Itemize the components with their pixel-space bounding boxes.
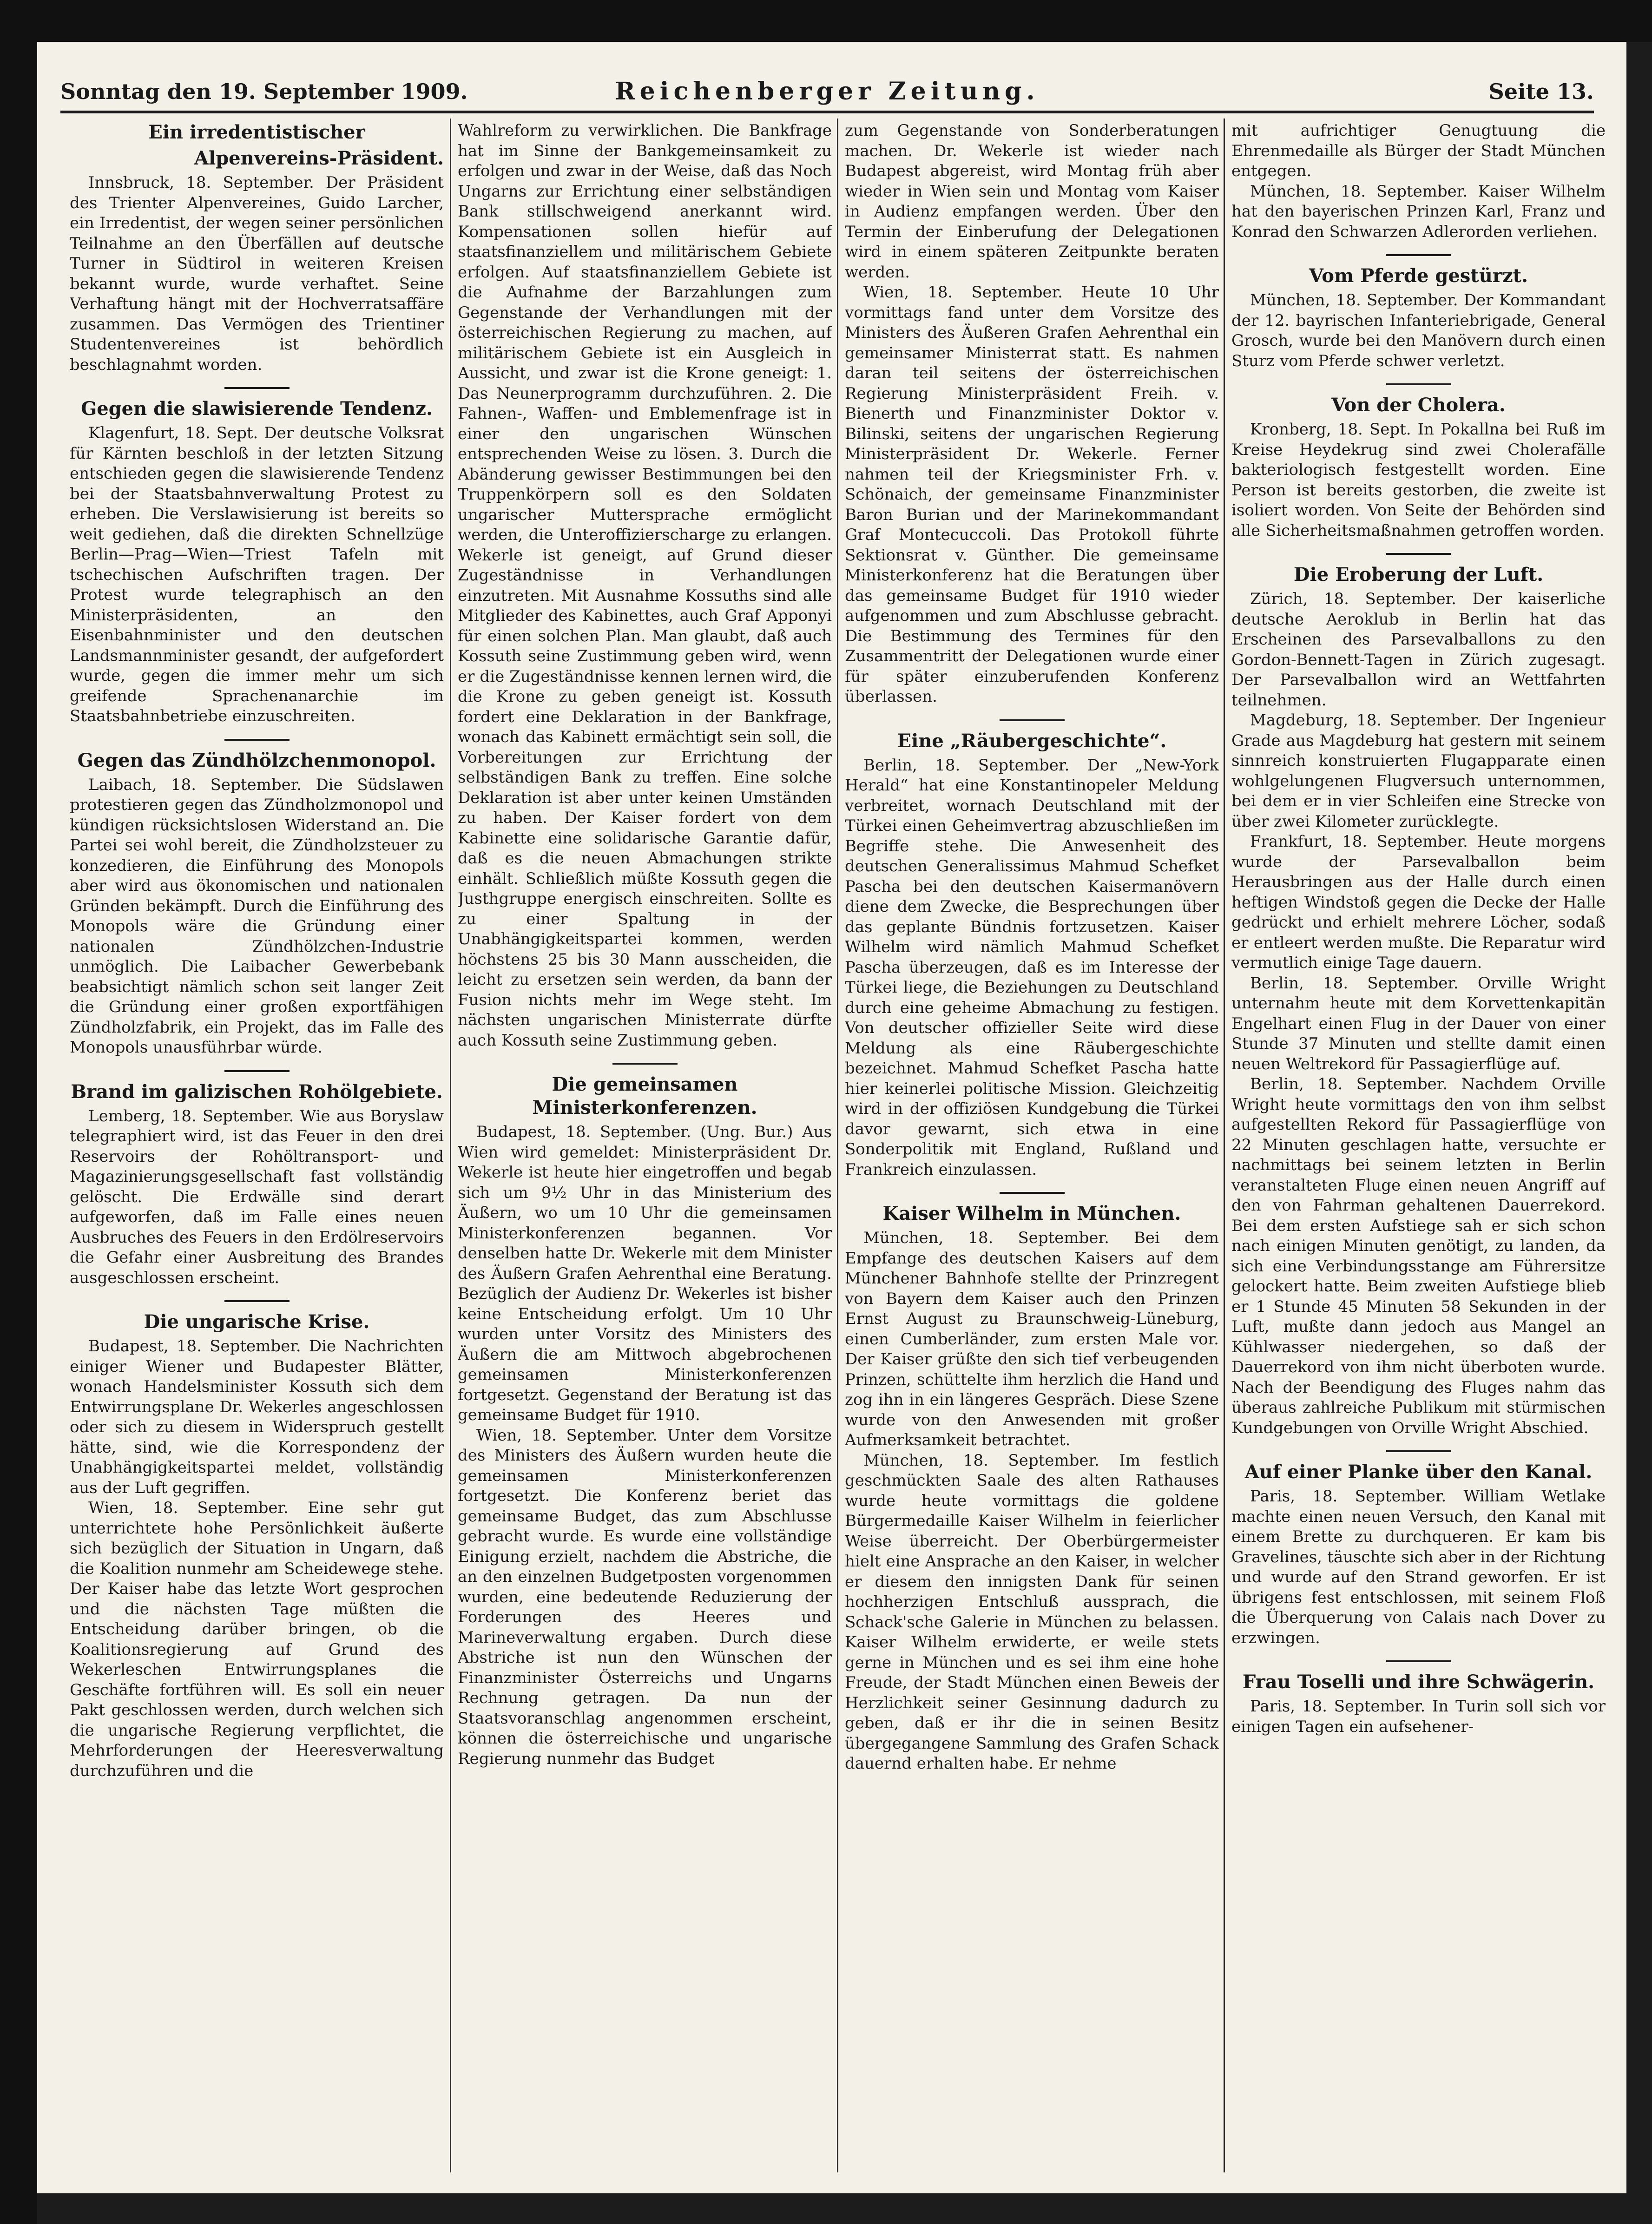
article-paragraph: München, 18. September. Bei dem Empfange des deutschen Kaisers auf dem Münchener Bahnhofe stellte der Prinzregent von Bayern dem Kaiser auch den Prinzen Ernst August zu Braunschweig-Lüneburg, einen Cumberländer, zum ersten Male vor. Der Kaiser grüßte den sich tief verbeugenden Prinzen, schüttelte ihm herzlich die Hand und zog ihn in ein längeres Gespräch. Diese Szene wurde von den Anwesenden mit großer Aufmerksamkeit betrachtet. (845, 1229, 1219, 1449)
article-headline: Die ungarische Krise. (144, 1311, 370, 1333)
header-paper-name: Reichenberger Zeitung. (615, 77, 1040, 105)
article (845, 719, 1219, 1180)
column-divider (1224, 118, 1225, 2172)
article-paragraph: Berlin, 18. September. Der „New-York Herald“ hat eine Konstantinopeler Meldung verbreitet, wornach Deutschland mit der Türkei einen Geheimvertrag abzuschließen im Begriffe stehe. Die Anwesenheit des deutschen Generalissimus Mahmud Schefket Pascha bei den deutschen Kaisermanövern diene dem Zwecke, die Besprechungen über das geplante Bündnis fortzusetzen. Kaiser Wilhelm wird nämlich Mahmud Schefket Pascha überzeugen, daß es im Interesse der Türkei liege, die Beziehungen zu Deutschland durch eine geheime Abmachung zu festigen. Von deutscher offizieller Seite wird diese Meldung als eine Räubergeschichte bezeichnet. Mahmud Schefket Pascha hatte hier keinerlei politische Mission. Gleichzeitig wird in der offiziösen Kundgebung die Türkei davor gewarnt, sich etwa in eine Sonderpolitik mit England, Rußland und Frankreich einzulassen. (845, 756, 1219, 1179)
article-paragraph: Wien, 18. September. Heute 10 Uhr vormittags fand unter dem Vorsitze des Ministers des Äußeren Grafen Aehrenthal ein gemeinsamer Ministerrat statt. Es nahmen daran teil seitens der österreichischen Regierung Ministerpräsident Freih. v. Bienerth und Finanzminister Doktor v. Bilinski, seitens der ungarischen Regierung Ministerpräsident Dr. Wekerle. Ferner nahmen teil der Kriegsminister Frh. v. Schönaich, der gemeinsame Finanzminister Baron Burian und der Marinekommandant Graf Montecuccoli. Das Protokoll führte Sektionsrat v. Günther. Die gemeinsame Ministerkonferenz hat die Beratungen über das gemeinsame Budget für 1910 wieder aufgenommen und zum Abschlusse gebracht. Die Bestimmung des Termines für den Zusammentritt der Delegationen wurde einer für später einzuberufenden Konferenz überlassen. (845, 283, 1219, 706)
article (70, 1300, 444, 1781)
article-headline: Auf einer Planke über den Kanal. (1244, 1461, 1593, 1483)
article-headline: Die gemeinsamen Ministerkonferenzen. (532, 1073, 757, 1119)
article (1231, 553, 1606, 1438)
article-separator (612, 1063, 678, 1065)
article-paragraph: Zürich, 18. September. Der kaiserliche deutsche Aeroklub in Berlin hat das Erscheinen des Parsevalballons zu den Gordon-Bennett-Tagen in Zürich zugesagt. Der Parsevalballon wird an Wettfahrten teilnehmen. (1231, 590, 1606, 710)
article-paragraph: Berlin, 18. September. Orville Wright unternahm heute mit dem Korvettenkapitän Engelhart einen Flug in der Dauer von einer Stunde 37 Minuten und stellte damit einen neuen Weltrekord für Passagierflüge auf. (1231, 974, 1606, 1073)
article-separator (1386, 1450, 1451, 1452)
header-date: Sonntag den 19. September 1909. (60, 79, 468, 104)
article (458, 1063, 832, 1769)
article-headline: Ein irredentistischer (148, 121, 365, 143)
article-paragraph: Berlin, 18. September. Nachdem Orville Wright heute vormittags den von ihm selbst aufgestellten Rekord für Passagierflüge von 22 Minuten geschlagen hatte, versuchte er nachmittags bei seinem letzten in Berlin veranstalteten Fluge einen neuen Angriff auf den von Fahrman gehaltenen Dauerrekord. Bei dem ersten Aufstiege sah er sich schon nach einigen Minuten genötigt, zu landen, da sich eine Verbindungsstange am Führersitze gelockert hatte. Beim zweiten Aufstiege blieb er 1 Stunde 45 Minuten 58 Sekunden in der Luft, mußte dann jedoch aus Mangel an Kühlwasser niedergehen, so daß der Dauerrekord von ihm nicht überboten wurde. Nach der Beendigung des Fluges nahm das überaus zahlreiche Publikum mit stürmischen Kundgebungen von Orville Wright Abschied. (1231, 1075, 1606, 1437)
article-paragraph: Magdeburg, 18. September. Der Ingenieur Grade aus Magdeburg hat gestern mit seinem sinnreich konstruierten Flugapparate einen wohlgelungenen Flugversuch unternommen, bei dem er in vier Schleifen eine Strecke von über zwei Kilometer zurücklegte. (1231, 711, 1606, 831)
article-separator (224, 1300, 290, 1302)
article-paragraph: Budapest, 18. September. Die Nachrichten einiger Wiener und Budapester Blätter, wonach Handelsminister Kossuth sich dem Entwirrungsplane Dr. Wekerles angeschlossen oder sich zu diesem in Widerspruch gestellt hätte, sind, wie die Korrespondenz der Unabhängigkeitspartei meldet, vollständig aus der Luft gegriffen. (70, 1337, 444, 1497)
article-separator (1386, 254, 1451, 256)
article-paragraph: Frankfurt, 18. September. Heute morgens wurde der Parsevalballon beim Herausbringen aus der Halle durch einen heftigen Windstoß gegen die Decke der Halle gedrückt und erhielt mehrere Löcher, sodaß er entleert werden mußte. Die Reparatur wird vermutlich einige Tage dauern. (1231, 832, 1606, 972)
article-separator (1386, 1660, 1451, 1662)
page-header (60, 74, 1594, 107)
scan-border-top (0, 0, 1652, 42)
column-3 (845, 121, 1219, 2161)
article (845, 121, 1219, 707)
article-headline: Eine „Räubergeschichte“. (897, 730, 1167, 752)
article-separator (224, 739, 290, 741)
article (1231, 254, 1606, 371)
article-paragraph: Innsbruck, 18. September. Der Präsident des Trienter Alpenvereines, Guido Larcher, ein Irredentist, der wegen seiner persönlichen Teilnahme an den Überfällen auf deutsche Turner in Südtirol in weiteren Kreisen bekannt wurde, wurde verhaftet. Seine Verhaftung hängt mit der Hochverratsaffäre zusammen. Das Vermögen des Trientiner Studentenvereines ist behördlich beschlagnahmt worden. (70, 173, 444, 374)
article-headline: Gegen die slawisierende Tendenz. (81, 398, 433, 420)
header-rule (60, 111, 1594, 113)
column-1 (70, 121, 444, 2161)
column-2 (458, 121, 832, 2161)
column-4 (1231, 121, 1606, 2161)
article-paragraph: Kronberg, 18. Sept. In Pokallna bei Ruß im Kreise Heydekrug sind zwei Cholerafälle bakteriologisch festgestellt worden. Eine Person ist bereits gestorben, die zweite ist isoliert worden. Von Seite der Behörden sind alle Sicherheitsmaßnahmen getroffen worden. (1231, 420, 1606, 540)
column-divider (837, 118, 838, 2172)
article-paragraph: Wien, 18. September. Unter dem Vorsitze des Ministers des Äußern wurden heute die gemeinsamen Ministerkonferenzen fortgesetzt. Die Konferenz beriet das gemeinsame Budget, das zum Abschlusse gebracht wurde. Es wurde eine vollständige Einigung erzielt, nachdem die Abstriche, die an den einzelnen Budgetposten vorgenommen wurden, eine bedeutende Reduzierung der Forderungen des Heeres und Marineverwaltung ergaben. Durch diese Abstriche ist nun den Wünschen der Finanzminister Österreichs und Ungarns Rechnung getragen. Da nun der Staatsvoranschlag angenommen erscheint, können die österreichische und ungarische Regierung nunmehr das Budget (458, 1426, 832, 1768)
article (1231, 1660, 1606, 1737)
article-paragraph: Wahlreform zu verwirklichen. Die Bankfrage hat im Sinne der Bankgemeinsamkeit zu erfolgen und zwar in der Weise, daß das Noch Ungarns zur Errichtung einer selbständigen Bank stillschweigend anerkannt wird. Kompensationen sollen hiefür auf staatsfinanziellem und militärischem Gebiete erfolgen. Auf staatsfinanziellem Gebiete ist die Aufnahme der Barzahlungen zum Gegenstande der Verhandlungen mit der österreichischen Regierung zu machen, auf militärischem Gebiete ist ein Ausgleich in Aussicht, und zwar ist die Krone geneigt: 1. Das Neunerprogramm durchzuführen. 2. Die Fahnen-, Waffen- und Emblemenfrage ist in einer den ungarischen Wünschen entsprechenden Weise zu lösen. 3. Durch die Abänderung gewisser Bestimmungen bei den Truppenkörpern soll es den Soldaten ungarischer Muttersprache ermöglicht werden, die Unteroffizierscharge zu erlangen. Wekerle ist geneigt, auf Grund dieser Zugeständnisse in Verhandlungen einzutreten. Mit Ausnahme Kossuths sind alle Mitglieder des Kabinettes, auch Graf Apponyi für einen solchen Plan. Man glaubt, daß auch Kossuth seine Zustimmung geben wird, wenn er die Zugeständnisse kennen lernen wird, die die Krone zu geben geneigt ist. Kossuth fordert eine Deklaration in der Bankfrage, wonach das Kabinett ermächtigt sein soll, die Vorbereitungen zur Errichtung der selbständigen Bank zu treffen. Eine solche Deklaration ist aber unter keinen Umständen zu haben. Der Kaiser fordert von dem Kabinette eine solidarische Garantie dafür, daß es die neuen Abmachungen strikte einhält. Schließlich müßte Kossuth gegen die Justhgruppe energisch einschreiten. Sollte es zu einer Spaltung in der Unabhängigkeitspartei kommen, werden höchstens 25 bis 30 Mann ausscheiden, die leicht zu ersetzen sein werden, da bann der Fusion nichts mehr im Wege steht. Im nächsten ungarischen Ministerrate dürfte auch Kossuth seine Zustimmung geben. (458, 121, 832, 1050)
article-paragraph: Paris, 18. September. In Turin soll sich vor einigen Tagen ein aufsehener- (1231, 1697, 1606, 1736)
article-paragraph: München, 18. September. Im festlich geschmückten Saale des alten Rathauses wurde heute vormittags die goldene Bürgermedaille Kaiser Wilhelm in feierlicher Weise überreicht. Der Oberbürgermeister hielt eine Ansprache an den Kaiser, in welcher er diesem den innigsten Dank für seinen hochherzigen Entschluß aussprach, die Schack'sche Galerie in München zu belassen. Kaiser Wilhelm erwiderte, er weile stets gerne in München und es sei ihm eine hohe Freude, der Stadt München einen Beweis der Herzlichkeit seiner Gesinnung dadurch zu geben, daß er ihr die in seinen Besitz übergegangene Sammlung des Grafen Schack dauernd erhalten habe. Er nehme (845, 1451, 1219, 1773)
article-paragraph: München, 18. September. Der Kommandant der 12. bayrischen Infanteriebrigade, General Grosch, wurde bei den Manövern durch einen Sturz vom Pferde schwer verletzt. (1231, 291, 1606, 370)
article-headline: Kaiser Wilhelm in München. (882, 1203, 1181, 1224)
article-paragraph: München, 18. September. Kaiser Wilhelm hat den bayerischen Prinzen Karl, Franz und Konrad den Schwarzen Adlerorden verliehen. (1231, 182, 1606, 241)
article (70, 387, 444, 727)
article (1231, 121, 1606, 242)
article-separator (1386, 553, 1451, 555)
article-paragraph: Klagenfurt, 18. Sept. Der deutsche Volksrat für Kärnten beschloß in der letzten Sitzung entschieden gegen die slawisierende Tendenz bei der Staatsbahnverwaltung Protest zu erheben. Die Verslawisierung ist bereits so weit gediehen, daß die direkten Schnellzüge Berlin—Prag—Wien—Triest Tafeln mit tschechischen Aufschriften tragen. Der Protest wurde telegraphisch an den Ministerpräsidenten, an den Eisenbahnminister und den deutschen Landsmannminister gesandt, der aufgefordert wurde, gegen die immer mehr um sich greifende Sprachenanarchie im Staatsbahnbetriebe einzuschreiten. (70, 424, 444, 725)
article-separator (1000, 1192, 1065, 1194)
article-separator (1000, 719, 1065, 721)
article-paragraph: mit aufrichtiger Genugtuung die Ehrenmedaille als Bürger der Stadt München entgegen. (1231, 121, 1606, 180)
article-headline: Brand im galizischen Rohölgebiete. (71, 1080, 443, 1103)
article-paragraph: zum Gegenstande von Sonderberatungen machen. Dr. Wekerle ist wieder nach Budapest abgereist, wird Montag früh aber wieder in Wien sein und Montag vom Kaiser in Audienz empfangen werden. Über den Termin der Einberufung der Delegationen wird in einem späteren Zeitpunkte beraten werden. (845, 121, 1219, 282)
column-divider (450, 118, 451, 2172)
scan-border-left (0, 0, 37, 2224)
article-headline-line2: Alpenvereins-Präsident. (194, 147, 444, 169)
article-paragraph: Budapest, 18. September. (Ung. Bur.) Aus Wien wird gemeldet: Ministerpräsident Dr. Wekerle ist heute hier eingetroffen und begab sich um 9½ Uhr in das Ministerium des Äußern, wo um 10 Uhr die gemeinsamen Ministerkonferenzen begannen. Vor denselben hatte Dr. Wekerle mit dem Minister des Äußern Grafen Aehrenthal eine Beratung. Bezüglich der Audienz Dr. Wekerles ist bisher keine Entscheidung erfolgt. Um 10 Uhr wurden unter Vorsitz des Ministers des Äußern die am Mittwoch abgebrochenen gemeinsamen Ministerkonferenzen fortgesetzt. Gegenstand der Beratung ist das gemeinsame Budget für 1910. (458, 1123, 832, 1424)
header-page-number: Seite 13. (1488, 79, 1594, 104)
article (70, 1070, 444, 1289)
article-headline: Frau Toselli und ihre Schwägerin. (1242, 1671, 1595, 1693)
article (845, 1192, 1219, 1774)
article-paragraph: Paris, 18. September. William Wetlake machte einen neuen Versuch, den Kanal mit einem Brette zu durchqueren. Er kam bis Gravelines, täuschte sich aber in der Richtung und wurde auf den Strand geworfen. Er ist übrigens fest entschlossen, mit seinem Floß die Überquerung von Calais nach Dover zu erzwingen. (1231, 1487, 1606, 1647)
article (1231, 383, 1606, 541)
article-separator (1386, 383, 1451, 385)
article-headline: Vom Pferde gestürzt. (1309, 265, 1528, 287)
article-headline: Gegen das Zündhölzchenmonopol. (77, 749, 436, 771)
article-headline: Von der Cholera. (1331, 394, 1506, 416)
article-separator (224, 387, 290, 389)
article-paragraph: Wien, 18. September. Eine sehr gut unterrichtete hohe Persönlichkeit äußerte sich bezüglich der Situation in Ungarn, daß die Koalition nunmehr am Scheidewege stehe. Der Kaiser habe das letzte Wort gesprochen und die nächsten Tage müßten die Entscheidung darüber bringen, ob die Koalitionsregierung auf Grund des Wekerleschen Entwirrungsplanes die Geschäfte fortführen will. Es soll ein neuer Pakt geschlossen werden, durch welchen sich die ungarische Regierung verpflichtet, die Mehrforderungen der Heeresverwaltung durchzuführen und die (70, 1499, 444, 1780)
article-paragraph: Lemberg, 18. September. Wie aus Boryslaw telegraphiert wird, ist das Feuer in den drei Reservoirs der Rohöltransport- und Magazinierungsgesellschaft fast vollständig gelöscht. Die Erdwälle sind derart aufgeworfen, daß im Falle eines neuen Ausbruches des Feuers in den Erdölreservoirs die Gefahr einer Ausbreitung des Brandes ausgeschlossen erscheint. (70, 1106, 444, 1287)
article (70, 121, 444, 375)
article-headline: Die Eroberung der Luft. (1293, 564, 1544, 586)
article-paragraph: Laibach, 18. September. Die Südslawen protestieren gegen das Zündholzmonopol und kündigen rücksichtslosen Widerstand an. Die Partei sei wohl bereit, die Zündholzsteuer zu konzedieren, die Einführung des Monopols aber wird aus ökonomischen und nationalen Gründen bekämpft. Durch die Einführung des Monopols wäre die Gründung einer nationalen Zündhölzchen-Industrie unmöglich. Die Laibacher Gewerbebank beabsichtigt nämlich schon seit langer Zeit die Gründung einer großen exportfähigen Zündholzfabrik, ein Projekt, das im Falle des Monopols unausführbar würde. (70, 775, 444, 1057)
article-separator (224, 1070, 290, 1072)
article (458, 121, 832, 1051)
article (70, 739, 444, 1058)
article (1231, 1450, 1606, 1648)
